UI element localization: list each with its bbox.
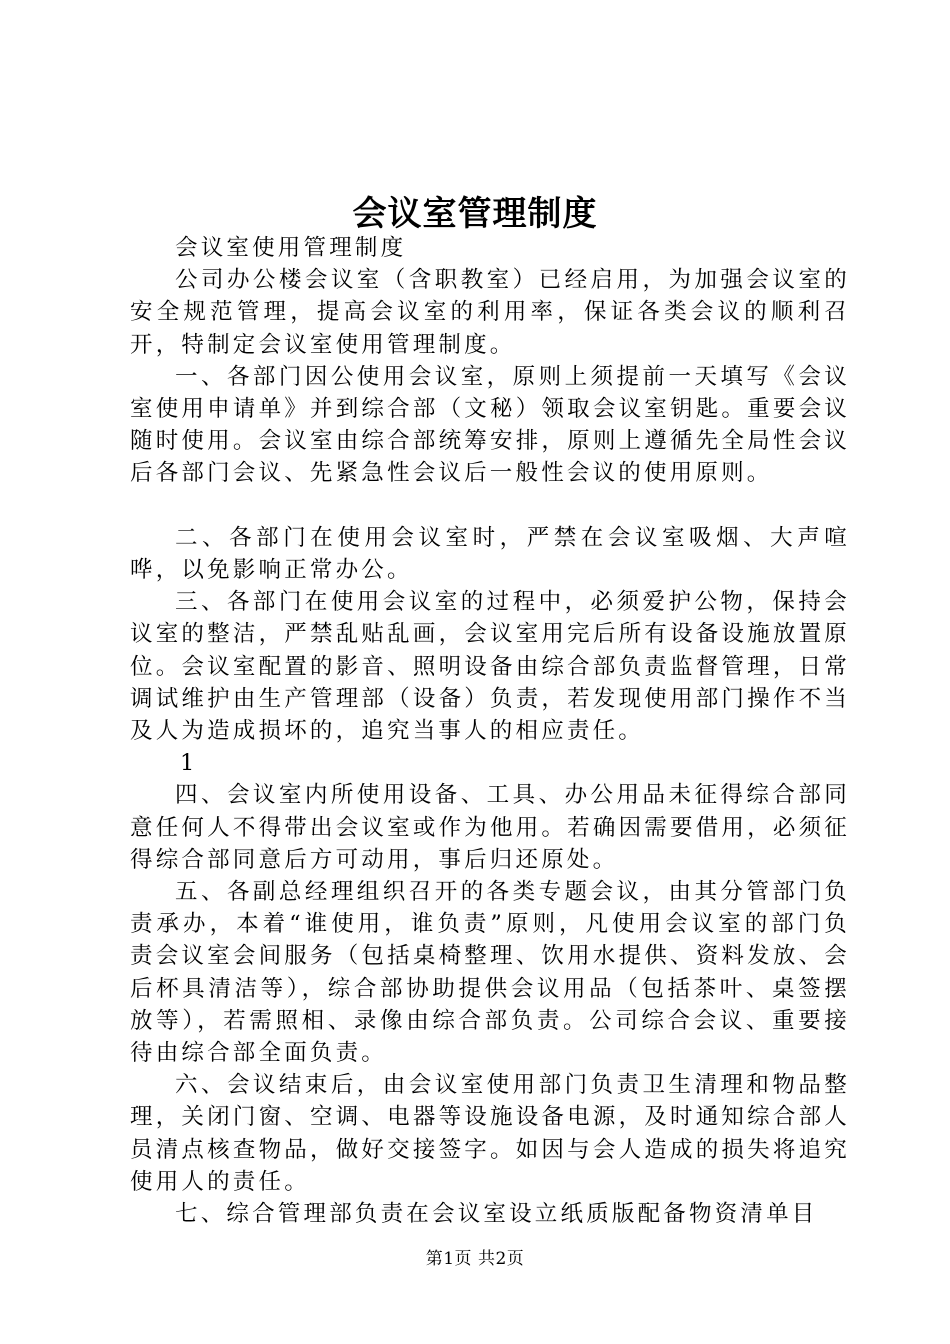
paragraph-intro: 公司办公楼会议室（含职教室）已经启用，为加强会议室的安全规范管理，提高会议室的利用率，保证各类会议的顺利召开，特制定会议室使用管理制度。 <box>130 267 850 358</box>
paragraph-rule-4: 四、会议室内所使用设备、工具、办公用品未征得综合部同意任何人不得带出会议室或作为他用。若确因需要借用，必须征得综合部同意后方可动用，事后归还原处。 <box>130 782 850 873</box>
paragraph-rule-5: 五、各副总经理组织召开的各类专题会议，由其分管部门负责承办，本着“谁使用，谁负责”原则，凡使用会议室的部门负责会议室会间服务（包括桌椅整理、饮用水提供、资料发放、会后杯具清洁等），综合部协助提供会议用品（包括茶叶、桌签摆放等），若需照相、录像由综合部负责。公司综合会议、重要接待由综合部全面负责。 <box>130 879 850 1067</box>
document-body <box>130 232 850 1230</box>
paragraph-rule-3: 三、各部门在使用会议室的过程中，必须爱护公物，保持会议室的整洁，严禁乱贴乱画，会议室用完后所有设备设施放置原位。会议室配置的影音、照明设备由综合部负责监督管理，日常调试维护由生产管理部（设备）负责，若发现使用部门操作不当及人为造成损坏的，追究当事人的相应责任。 <box>130 589 850 745</box>
page-footer: 第1页 共2页 <box>425 1249 525 1269</box>
paragraph-rule-2: 二、各部门在使用会议室时，严禁在会议室吸烟、大声喧哗，以免影响正常办公。 <box>130 524 850 584</box>
paragraph-spacer <box>130 490 850 522</box>
paragraph-rule-7: 七、综合管理部负责在会议室设立纸质版配备物资清单目 <box>175 1201 818 1228</box>
paragraph-rule-1: 一、各部门因公使用会议室，原则上须提前一天填写《会议室使用申请单》并到综合部（文秘）领取会议室钥匙。重要会议随时使用。会议室由综合部统筹安排，原则上遵循先全局性会议后各部门会议、先紧急性会议后一般性会议的使用原则。 <box>130 363 850 487</box>
paragraph-subtitle: 会议室使用管理制度 <box>175 235 407 261</box>
document-title: 会议室管理制度 <box>352 194 598 234</box>
paragraph-rule-6: 六、会议结束后，由会议室使用部门负责卫生清理和物品整理，关闭门窗、空调、电器等设施设备电源，及时通知综合部人员清点核查物品，做好交接签字。如因与会人造成的损失将追究使用人的责任。 <box>130 1072 850 1195</box>
inline-page-number: 1 <box>180 750 195 777</box>
